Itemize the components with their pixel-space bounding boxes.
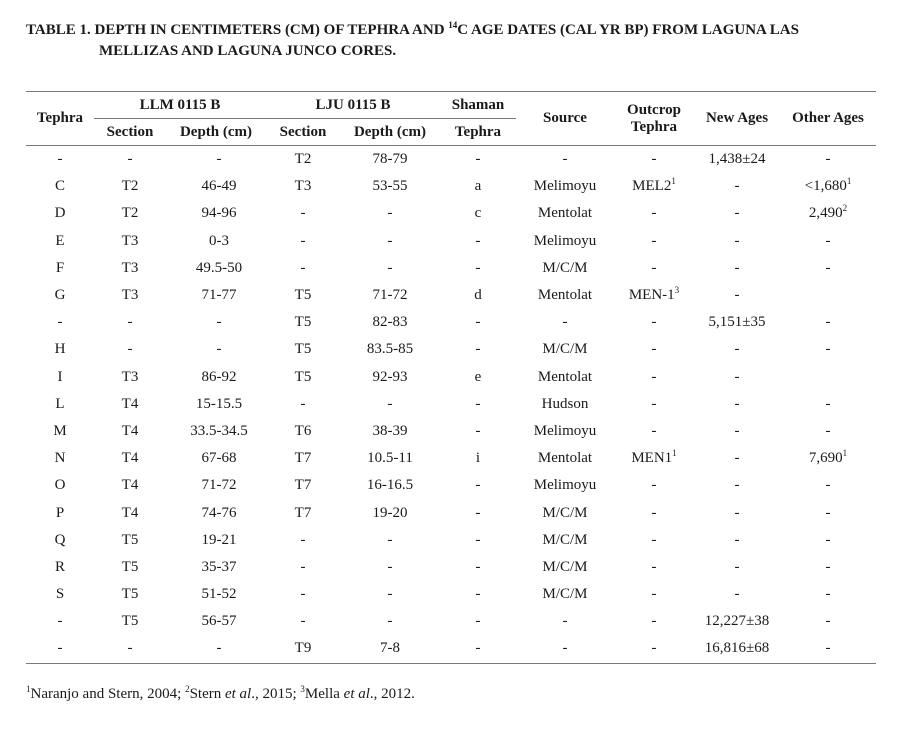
cell-llm-depth: 51-52 bbox=[201, 586, 237, 603]
header-lju: LJU 0115 B bbox=[266, 92, 440, 119]
cell-shaman-tephra: - bbox=[475, 422, 481, 439]
cell-lju-section: T3 bbox=[294, 178, 312, 195]
cell-outcrop-tephra: - bbox=[651, 368, 657, 385]
table-row bbox=[26, 499, 876, 526]
cell-lju-section: - bbox=[300, 586, 306, 603]
cell-source: M/C/M bbox=[542, 558, 588, 575]
cell-shaman-tephra: a bbox=[474, 178, 482, 195]
table-row bbox=[26, 418, 876, 445]
cell-shaman-tephra: - bbox=[475, 613, 481, 630]
cell-tephra: Q bbox=[54, 531, 66, 548]
cell-lju-section: T5 bbox=[294, 314, 312, 331]
cell-other-ages: - bbox=[825, 640, 831, 657]
cell-lju-depth: - bbox=[387, 613, 393, 630]
cell-llm-depth: 71-77 bbox=[201, 287, 237, 304]
cell-llm-depth: - bbox=[216, 151, 222, 168]
cell-new-ages: 12,227±38 bbox=[704, 613, 770, 630]
cell-other-ages: - bbox=[825, 259, 831, 276]
cell-tephra: S bbox=[55, 586, 65, 603]
cell-tephra: H bbox=[54, 341, 66, 358]
cell-shaman-tephra: - bbox=[475, 586, 481, 603]
cell-lju-section: T9 bbox=[294, 640, 312, 657]
cell-source: Mentolat bbox=[537, 205, 593, 222]
cell-new-ages: - bbox=[734, 341, 740, 358]
cell-lju-section: - bbox=[300, 259, 306, 276]
cell-lju-depth: 38-39 bbox=[372, 422, 408, 439]
table-row bbox=[26, 228, 876, 255]
header-new-ages: New Ages bbox=[705, 110, 769, 126]
cell-tephra: O bbox=[54, 477, 66, 494]
cell-llm-depth: 19-21 bbox=[201, 531, 237, 548]
cell-new-ages: - bbox=[734, 558, 740, 575]
cell-tephra: - bbox=[57, 613, 63, 630]
cell-tephra: L bbox=[55, 395, 65, 412]
cell-tephra: F bbox=[55, 259, 65, 276]
cell-outcrop-tephra: - bbox=[651, 395, 657, 412]
cell-lju-depth: 7-8 bbox=[380, 640, 400, 657]
cell-llm-section: - bbox=[127, 640, 133, 657]
cell-tephra: P bbox=[55, 504, 65, 521]
cell-llm-depth: 0-3 bbox=[209, 232, 229, 249]
cell-new-ages: - bbox=[734, 287, 740, 304]
cell-source: Melimoyu bbox=[533, 477, 597, 494]
cell-lju-depth: 10.5-11 bbox=[367, 450, 413, 467]
cell-outcrop-tephra: MEN-$1^3$ bbox=[628, 285, 680, 304]
cell-tephra: G bbox=[54, 287, 66, 304]
table-row bbox=[26, 391, 876, 418]
cell-outcrop-tephra: - bbox=[651, 205, 657, 222]
tephra-table bbox=[26, 91, 876, 664]
cell-shaman-tephra: c bbox=[474, 205, 482, 222]
header-llm-section: Section bbox=[106, 123, 154, 140]
cell-llm-depth: 46-49 bbox=[201, 178, 237, 195]
cell-shaman-tephra: - bbox=[475, 558, 481, 575]
cell-shaman-tephra: - bbox=[475, 395, 481, 412]
cell-new-ages: - bbox=[734, 368, 740, 385]
cell-tephra: E bbox=[55, 232, 65, 249]
header-source: Source bbox=[543, 110, 587, 126]
cell-source: Melimoyu bbox=[533, 422, 597, 439]
cell-llm-section: T3 bbox=[121, 287, 139, 304]
table-caption bbox=[26, 20, 896, 62]
cell-llm-section: T4 bbox=[121, 395, 139, 412]
cell-llm-depth: 15-15.5 bbox=[195, 395, 243, 412]
table-row bbox=[26, 554, 876, 581]
table-row bbox=[26, 608, 876, 635]
cell-source: - bbox=[562, 314, 568, 331]
table-row bbox=[26, 527, 876, 554]
cell-llm-section: T5 bbox=[121, 531, 139, 548]
cell-outcrop-tephra: - bbox=[651, 558, 657, 575]
cell-llm-depth: - bbox=[216, 341, 222, 358]
cell-llm-depth: 35-37 bbox=[201, 558, 237, 575]
header-shaman: Shaman bbox=[440, 92, 516, 119]
cell-lju-depth: 92-93 bbox=[372, 368, 408, 385]
table-row bbox=[26, 445, 876, 472]
cell-shaman-tephra: - bbox=[475, 504, 481, 521]
cell-tephra: C bbox=[54, 178, 65, 195]
cell-lju-depth: 53-55 bbox=[372, 178, 408, 195]
cell-llm-section: T2 bbox=[121, 178, 139, 195]
cell-llm-depth: 94-96 bbox=[201, 205, 237, 222]
cell-new-ages: - bbox=[734, 450, 740, 467]
cell-llm-section: T4 bbox=[121, 450, 139, 467]
cell-llm-depth: 74-76 bbox=[201, 504, 237, 521]
footnote: $^1$Naranjo and Stern, 2004; $^2$Stern et al., 2015; $^3$Mella et al., 2012. bbox=[26, 684, 415, 702]
cell-source: Mentolat bbox=[537, 450, 593, 467]
cell-new-ages: - bbox=[734, 531, 740, 548]
cell-llm-section: T4 bbox=[121, 504, 139, 521]
cell-new-ages: - bbox=[734, 205, 740, 222]
cell-shaman-tephra: - bbox=[475, 640, 481, 657]
caption-line2: MELLIZAS AND LAGUNA JUNCO CORES. bbox=[99, 43, 397, 59]
cell-outcrop-tephra: $MEL2^1$ bbox=[632, 176, 676, 195]
cell-other-ages: - bbox=[825, 395, 831, 412]
cell-shaman-tephra: - bbox=[475, 232, 481, 249]
cell-outcrop-tephra: - bbox=[651, 422, 657, 439]
cell-tephra: - bbox=[57, 640, 63, 657]
cell-llm-section: T5 bbox=[121, 586, 139, 603]
cell-outcrop-tephra: $MEN1^1$ bbox=[631, 448, 677, 467]
cell-other-ages: - bbox=[825, 314, 831, 331]
cell-new-ages: 16,816±68 bbox=[704, 640, 770, 657]
cell-outcrop-tephra: - bbox=[651, 341, 657, 358]
table-row bbox=[26, 336, 876, 363]
cell-lju-depth: - bbox=[387, 558, 393, 575]
cell-lju-section: T6 bbox=[294, 422, 312, 439]
cell-shaman-tephra: - bbox=[475, 477, 481, 494]
cell-lju-section: T5 bbox=[294, 368, 312, 385]
cell-llm-section: - bbox=[127, 314, 133, 331]
cell-lju-depth: 83.5-85 bbox=[366, 341, 414, 358]
cell-outcrop-tephra: - bbox=[651, 613, 657, 630]
header-outcrop: Outcrop Tephra bbox=[627, 101, 681, 135]
cell-other-ages: - bbox=[825, 232, 831, 249]
table-row bbox=[26, 364, 876, 391]
cell-shaman-tephra: e bbox=[474, 368, 482, 385]
cell-shaman-tephra: - bbox=[475, 341, 481, 358]
cell-other-ages: - bbox=[825, 477, 831, 494]
cell-outcrop-tephra: - bbox=[651, 151, 657, 168]
table-row bbox=[26, 635, 876, 663]
cell-new-ages: - bbox=[734, 395, 740, 412]
header-llm-depth: Depth (cm) bbox=[179, 123, 253, 140]
cell-source: Mentolat bbox=[537, 287, 593, 304]
cell-tephra: - bbox=[57, 314, 63, 331]
cell-lju-depth: 19-20 bbox=[372, 504, 408, 521]
cell-lju-section: - bbox=[300, 531, 306, 548]
cell-lju-depth: 78-79 bbox=[372, 151, 408, 168]
cell-other-ages: - bbox=[825, 613, 831, 630]
cell-lju-section: T2 bbox=[294, 151, 312, 168]
cell-llm-section: T3 bbox=[121, 232, 139, 249]
cell-lju-depth: - bbox=[387, 232, 393, 249]
cell-shaman-tephra: d bbox=[474, 287, 482, 304]
cell-other-ages: - bbox=[825, 422, 831, 439]
table-row bbox=[26, 255, 876, 282]
cell-llm-section: T3 bbox=[121, 259, 139, 276]
cell-shaman-tephra: - bbox=[475, 531, 481, 548]
cell-source: M/C/M bbox=[542, 259, 588, 276]
cell-lju-depth: 82-83 bbox=[372, 314, 408, 331]
cell-new-ages: - bbox=[734, 477, 740, 494]
cell-lju-section: T7 bbox=[294, 504, 312, 521]
table-row bbox=[26, 200, 876, 227]
cell-source: Mentolat bbox=[537, 368, 593, 385]
cell-shaman-tephra: - bbox=[475, 259, 481, 276]
cell-new-ages: - bbox=[734, 422, 740, 439]
cell-tephra: R bbox=[54, 558, 65, 575]
cell-lju-depth: 16-16.5 bbox=[366, 477, 414, 494]
cell-outcrop-tephra: - bbox=[651, 314, 657, 331]
cell-other-ages: 7,690$^1$ bbox=[808, 448, 848, 467]
cell-tephra: M bbox=[53, 422, 67, 439]
cell-lju-section: - bbox=[300, 395, 306, 412]
cell-outcrop-tephra: - bbox=[651, 586, 657, 603]
cell-llm-depth: 33.5-34.5 bbox=[190, 422, 248, 439]
cell-llm-section: T4 bbox=[121, 422, 139, 439]
cell-lju-depth: - bbox=[387, 586, 393, 603]
cell-outcrop-tephra: - bbox=[651, 640, 657, 657]
cell-lju-depth: 71-72 bbox=[372, 287, 408, 304]
cell-llm-depth: 71-72 bbox=[201, 477, 237, 494]
cell-lju-section: T5 bbox=[294, 287, 312, 304]
cell-lju-section: T5 bbox=[294, 341, 312, 358]
cell-lju-section: T7 bbox=[294, 450, 312, 467]
cell-lju-depth: - bbox=[387, 205, 393, 222]
cell-llm-depth: 49.5-50 bbox=[195, 259, 243, 276]
cell-llm-depth: - bbox=[216, 640, 222, 657]
caption-line1: TABLE 1. DEPTH IN CENTIMETERS (CM) OF TEPHRA AND $^{14}$C AGE DATES (CAL YR BP) FROM LAGUNA LAS bbox=[26, 20, 799, 38]
cell-new-ages: - bbox=[734, 504, 740, 521]
cell-shaman-tephra: - bbox=[475, 314, 481, 331]
cell-source: M/C/M bbox=[542, 341, 588, 358]
cell-new-ages: 1,438±24 bbox=[708, 151, 766, 168]
cell-other-ages bbox=[780, 364, 876, 391]
cell-new-ages: - bbox=[734, 178, 740, 195]
cell-source: - bbox=[562, 640, 568, 657]
cell-tephra: - bbox=[57, 151, 63, 168]
cell-shaman-tephra: i bbox=[475, 450, 481, 467]
cell-llm-depth: 67-68 bbox=[201, 450, 237, 467]
cell-source: Hudson bbox=[541, 395, 589, 412]
cell-other-ages: - bbox=[825, 341, 831, 358]
cell-outcrop-tephra: - bbox=[651, 232, 657, 249]
cell-tephra: I bbox=[57, 368, 63, 385]
cell-llm-section: T3 bbox=[121, 368, 139, 385]
cell-tephra: D bbox=[54, 205, 66, 222]
cell-source: - bbox=[562, 151, 568, 168]
cell-source: M/C/M bbox=[542, 586, 588, 603]
cell-llm-section: T4 bbox=[121, 477, 139, 494]
cell-lju-section: - bbox=[300, 205, 306, 222]
cell-other-ages: $<1,680^1$ bbox=[804, 176, 852, 195]
cell-other-ages: - bbox=[825, 151, 831, 168]
cell-other-ages: - bbox=[825, 558, 831, 575]
cell-new-ages: - bbox=[734, 232, 740, 249]
cell-other-ages: - bbox=[825, 586, 831, 603]
table-row bbox=[26, 472, 876, 499]
cell-other-ages: - bbox=[825, 504, 831, 521]
cell-llm-section: T2 bbox=[121, 205, 139, 222]
cell-new-ages: - bbox=[734, 259, 740, 276]
cell-new-ages: - bbox=[734, 586, 740, 603]
cell-llm-section: - bbox=[127, 341, 133, 358]
table-row bbox=[26, 173, 876, 200]
header-lju-depth: Depth (cm) bbox=[353, 123, 427, 140]
cell-outcrop-tephra: - bbox=[651, 477, 657, 494]
table-row bbox=[26, 581, 876, 608]
cell-llm-section: - bbox=[127, 151, 133, 168]
cell-lju-section: - bbox=[300, 613, 306, 630]
cell-lju-depth: - bbox=[387, 531, 393, 548]
table-row bbox=[26, 146, 876, 174]
cell-llm-section: T5 bbox=[121, 613, 139, 630]
table-body bbox=[26, 146, 876, 664]
cell-outcrop-tephra: - bbox=[651, 504, 657, 521]
cell-other-ages: - bbox=[825, 531, 831, 548]
header-shaman-tephra: Tephra bbox=[454, 123, 502, 140]
cell-llm-depth: 56-57 bbox=[201, 613, 237, 630]
cell-source: M/C/M bbox=[542, 531, 588, 548]
cell-source: Melimoyu bbox=[533, 178, 597, 195]
header-tephra: Tephra bbox=[36, 110, 84, 126]
cell-tephra: N bbox=[54, 450, 66, 467]
cell-outcrop-tephra: - bbox=[651, 531, 657, 548]
cell-new-ages: 5,151±35 bbox=[708, 314, 766, 331]
cell-lju-section: T7 bbox=[294, 477, 312, 494]
cell-outcrop-tephra: - bbox=[651, 259, 657, 276]
header-other-ages: Other Ages bbox=[792, 110, 864, 126]
cell-llm-section: T5 bbox=[121, 558, 139, 575]
table-row bbox=[26, 309, 876, 336]
cell-lju-section: - bbox=[300, 558, 306, 575]
header-llm: LLM 0115 B bbox=[94, 92, 266, 119]
cell-other-ages: 2,490$^2$ bbox=[808, 203, 848, 222]
cell-lju-section: - bbox=[300, 232, 306, 249]
cell-lju-depth: - bbox=[387, 259, 393, 276]
table-row bbox=[26, 282, 876, 309]
cell-source: M/C/M bbox=[542, 504, 588, 521]
cell-llm-depth: - bbox=[216, 314, 222, 331]
cell-source: Melimoyu bbox=[533, 232, 597, 249]
header-lju-section: Section bbox=[279, 123, 327, 140]
cell-other-ages bbox=[780, 282, 876, 309]
cell-llm-depth: 86-92 bbox=[201, 368, 237, 385]
cell-source: - bbox=[562, 613, 568, 630]
cell-lju-depth: - bbox=[387, 395, 393, 412]
cell-shaman-tephra: - bbox=[475, 151, 481, 168]
